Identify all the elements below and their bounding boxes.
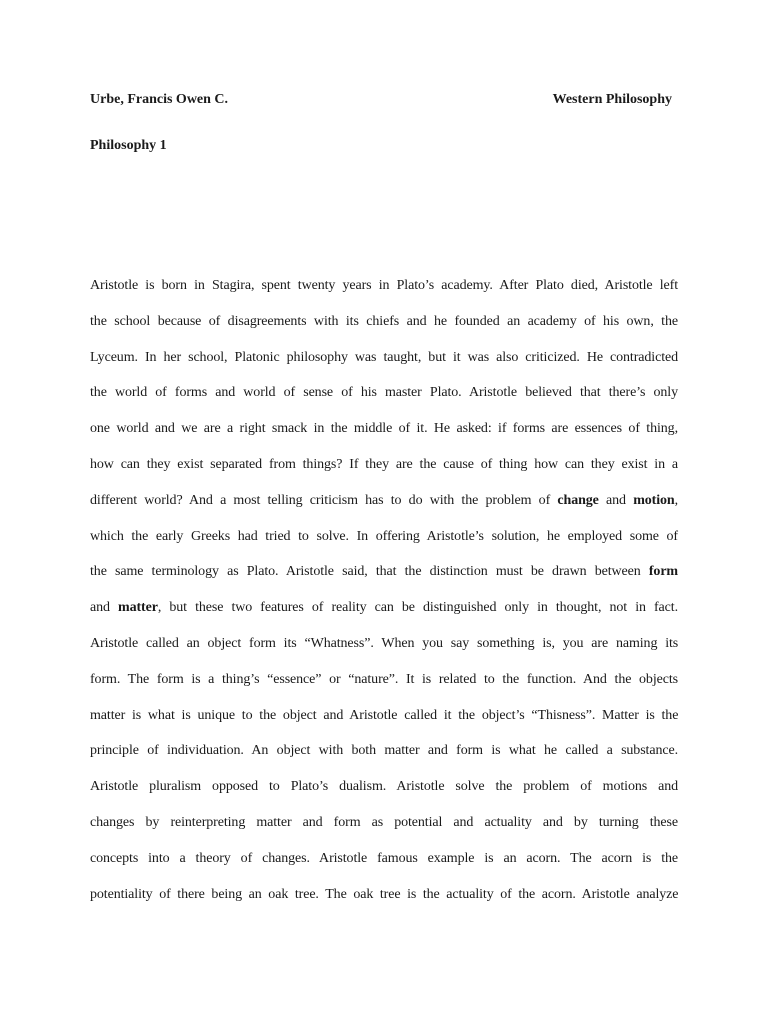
text-line: Aristotle called an object form its “Whatness”. When you say something is, you are naming its [90,635,679,651]
author-name: Urbe, Francis Owen C. [90,92,229,107]
text-line: Lyceum. In her school, Platonic philosophy was taught, but it was also criticized. He contradicted [90,349,678,365]
text-line: different world? And a most telling criticism has to do with the problem of change and motion, [90,492,679,508]
course-title: Western Philosophy [552,92,672,107]
text-line: matter is what is unique to the object and Aristotle called it the object’s “Thisness”. Matter is the [90,707,679,723]
document-header [90,92,672,114]
text-line: how can they exist separated from things? If they are the cause of thing how can they exist in a [90,456,678,472]
text-line: principle of individuation. An object with both matter and form is what he called a substance. [90,743,678,759]
term-matter: matter [118,600,158,616]
text-line: the same terminology as Plato. Aristotle said, that the distinction must be drawn between form [90,564,678,580]
subject-title: Philosophy 1 [90,138,167,153]
text-line: and matter, but these two features of reality can be distinguished only in thought, not in fact. [90,600,678,616]
term-form: form [648,564,678,580]
text-line: the school because of disagreements with its chiefs and he founded an academy of his own, the [90,313,678,329]
text-line: one world and we are a right smack in the middle of it. He asked: if forms are essences of thing, [90,421,678,437]
term-change: change [557,492,599,508]
text-line: potentiality of there being an oak tree. The oak tree is the actuality of the acorn. Aristotle analyze [90,886,679,902]
text-line: concepts into a theory of changes. Aristotle famous example is an acorn. The acorn is the [90,850,678,866]
text-line: changes by reinterpreting matter and form as potential and actuality and by turning these [90,814,678,830]
essay-body [90,276,678,920]
text-line: form. The form is a thing’s “essence” or “nature”. It is related to the function. And the objects [90,671,678,687]
text-line: the world of forms and world of sense of his master Plato. Aristotle believed that there’s only [90,385,678,401]
text-line: Aristotle is born in Stagira, spent twenty years in Plato’s academy. After Plato died, Aristotle left [90,278,678,293]
text-line: Aristotle pluralism opposed to Plato’s dualism. Aristotle solve the problem of motions and [90,779,678,795]
text-line: which the early Greeks had tried to solve. In offering Aristotle’s solution, he employed some of [90,528,678,544]
term-motion: motion [633,492,675,508]
